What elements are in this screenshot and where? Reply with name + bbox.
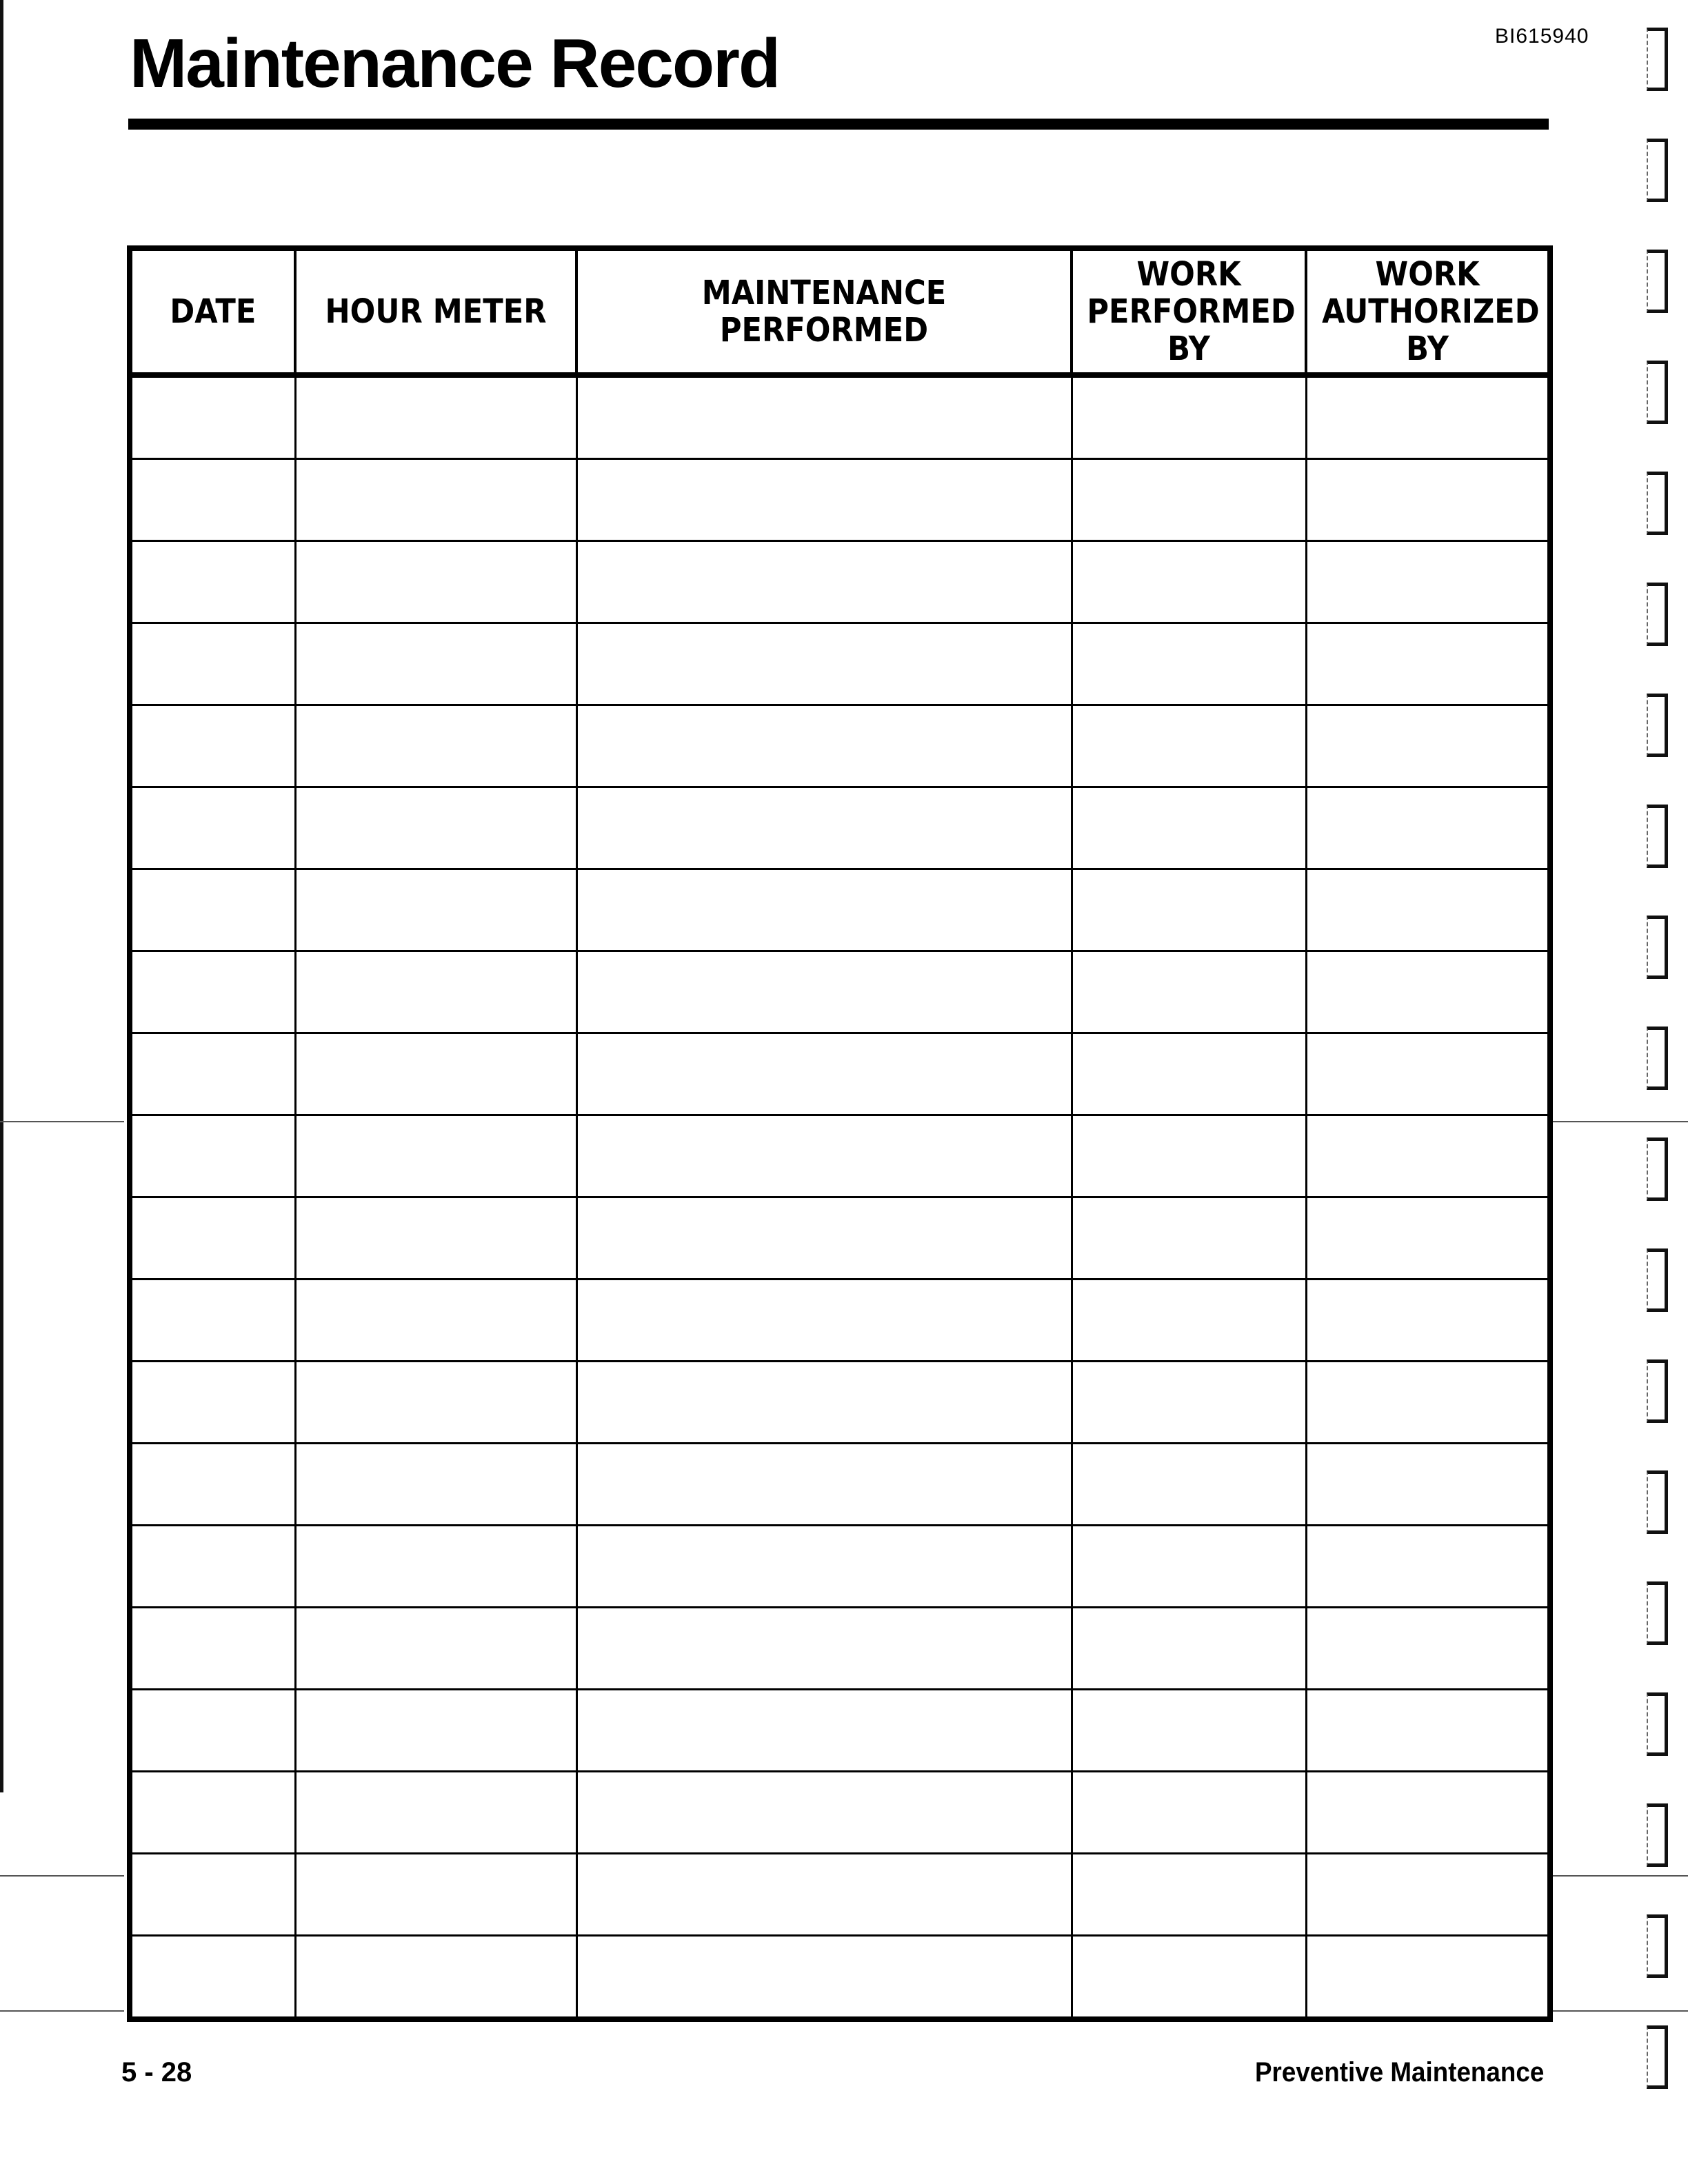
- binder-hole-mark: [1647, 1248, 1668, 1312]
- table-row: [130, 1608, 1550, 1690]
- table-row: [130, 951, 1550, 1033]
- table-row: [130, 705, 1550, 787]
- blank-cell-date[interactable]: [130, 1444, 295, 1526]
- blank-cell-date[interactable]: [130, 1854, 295, 1936]
- binder-hole-mark: [1647, 1470, 1668, 1534]
- binder-hole-mark: [1647, 2025, 1668, 2089]
- blank-cell-hour-meter[interactable]: [295, 1936, 576, 2020]
- binder-hole-mark: [1647, 916, 1668, 979]
- blank-cell-hour-meter[interactable]: [295, 459, 576, 541]
- blank-cell-hour-meter[interactable]: [295, 1690, 576, 1772]
- blank-cell-work-performed-by[interactable]: [1072, 1362, 1306, 1444]
- blank-cell-work-performed-by[interactable]: [1072, 1854, 1306, 1936]
- blank-cell-date[interactable]: [130, 1936, 295, 2020]
- blank-cell-date[interactable]: [130, 1197, 295, 1280]
- blank-cell-maintenance-performed[interactable]: [576, 869, 1072, 951]
- blank-cell-hour-meter[interactable]: [295, 1280, 576, 1362]
- blank-cell-date[interactable]: [130, 1690, 295, 1772]
- table-row: [130, 1444, 1550, 1526]
- binder-hole-mark: [1647, 1581, 1668, 1645]
- scan-left-edge: [0, 0, 3, 1792]
- blank-cell-work-authorized-by[interactable]: [1306, 787, 1550, 869]
- column-header-work-authorized-by: WORK AUTHORIZED BY: [1318, 248, 1538, 375]
- blank-cell-maintenance-performed[interactable]: [576, 1033, 1072, 1115]
- blank-cell-hour-meter[interactable]: [295, 375, 576, 459]
- binder-hole-mark: [1647, 583, 1668, 646]
- binder-hole-mark: [1647, 694, 1668, 757]
- binder-hole-mark: [1647, 472, 1668, 535]
- blank-cell-hour-meter[interactable]: [295, 1115, 576, 1197]
- scan-line: [0, 2010, 124, 2012]
- blank-cell-work-authorized-by[interactable]: [1306, 1608, 1550, 1690]
- section-name: Preventive Maintenance: [1255, 2057, 1545, 2087]
- blank-cell-work-performed-by[interactable]: [1072, 541, 1306, 623]
- title-rule: [128, 119, 1549, 130]
- blank-cell-maintenance-performed[interactable]: [576, 623, 1072, 705]
- blank-cell-hour-meter[interactable]: [295, 1197, 576, 1280]
- blank-cell-date[interactable]: [130, 705, 295, 787]
- blank-cell-date[interactable]: [130, 951, 295, 1033]
- binder-hole-mark: [1647, 28, 1668, 91]
- blank-cell-maintenance-performed[interactable]: [576, 1608, 1072, 1690]
- table-row: [130, 623, 1550, 705]
- blank-cell-work-authorized-by[interactable]: [1306, 623, 1550, 705]
- blank-cell-date[interactable]: [130, 869, 295, 951]
- blank-cell-maintenance-performed[interactable]: [576, 1444, 1072, 1526]
- page-title: Maintenance Record: [130, 25, 780, 102]
- table-row: [130, 1197, 1550, 1280]
- blank-cell-work-performed-by[interactable]: [1072, 375, 1306, 459]
- blank-cell-maintenance-performed[interactable]: [576, 541, 1072, 623]
- blank-cell-maintenance-performed[interactable]: [576, 1690, 1072, 1772]
- maintenance-record-table: [127, 245, 1553, 2022]
- blank-cell-hour-meter[interactable]: [295, 1033, 576, 1115]
- table-row: [130, 1854, 1550, 1936]
- blank-cell-hour-meter[interactable]: [295, 1526, 576, 1608]
- binder-hole-mark: [1647, 1803, 1668, 1867]
- blank-cell-work-authorized-by[interactable]: [1306, 1854, 1550, 1936]
- blank-cell-hour-meter[interactable]: [295, 541, 576, 623]
- blank-cell-work-performed-by[interactable]: [1072, 1033, 1306, 1115]
- blank-cell-date[interactable]: [130, 787, 295, 869]
- table-row: [130, 1362, 1550, 1444]
- blank-cell-date[interactable]: [130, 1608, 295, 1690]
- blank-cell-date[interactable]: [130, 1526, 295, 1608]
- blank-cell-work-authorized-by[interactable]: [1306, 375, 1550, 459]
- blank-cell-date[interactable]: [130, 375, 295, 459]
- blank-cell-work-authorized-by[interactable]: [1306, 1936, 1550, 2020]
- table-row: [130, 459, 1550, 541]
- blank-cell-work-authorized-by[interactable]: [1306, 705, 1550, 787]
- blank-cell-work-authorized-by[interactable]: [1306, 951, 1550, 1033]
- scan-line: [0, 1121, 124, 1122]
- blank-cell-maintenance-performed[interactable]: [576, 1854, 1072, 1936]
- blank-cell-work-authorized-by[interactable]: [1306, 1280, 1550, 1362]
- table-row: [130, 375, 1550, 459]
- blank-cell-work-performed-by[interactable]: [1072, 951, 1306, 1033]
- table-body: [130, 375, 1550, 2019]
- blank-cell-work-authorized-by[interactable]: [1306, 1772, 1550, 1854]
- binder-hole-mark: [1647, 139, 1668, 202]
- blank-cell-maintenance-performed[interactable]: [576, 375, 1072, 459]
- blank-cell-work-authorized-by[interactable]: [1306, 1033, 1550, 1115]
- table-row: [130, 1280, 1550, 1362]
- blank-cell-work-authorized-by[interactable]: [1306, 1115, 1550, 1197]
- blank-cell-work-performed-by[interactable]: [1072, 1772, 1306, 1854]
- blank-cell-work-performed-by[interactable]: [1072, 1280, 1306, 1362]
- blank-cell-hour-meter[interactable]: [295, 787, 576, 869]
- blank-cell-work-performed-by[interactable]: [1072, 705, 1306, 787]
- table-row: [130, 869, 1550, 951]
- blank-cell-maintenance-performed[interactable]: [576, 1197, 1072, 1280]
- table-row: [130, 1526, 1550, 1608]
- table-row: [130, 1936, 1550, 2020]
- blank-cell-hour-meter[interactable]: [295, 1854, 576, 1936]
- blank-cell-maintenance-performed[interactable]: [576, 1280, 1072, 1362]
- blank-cell-hour-meter[interactable]: [295, 1608, 576, 1690]
- blank-cell-date[interactable]: [130, 541, 295, 623]
- blank-cell-work-authorized-by[interactable]: [1306, 541, 1550, 623]
- blank-cell-maintenance-performed[interactable]: [576, 787, 1072, 869]
- binder-hole-mark: [1647, 1359, 1668, 1423]
- table-row: [130, 1115, 1550, 1197]
- blank-cell-maintenance-performed[interactable]: [576, 951, 1072, 1033]
- blank-cell-work-authorized-by[interactable]: [1306, 1526, 1550, 1608]
- blank-cell-date[interactable]: [130, 1033, 295, 1115]
- binder-hole-mark: [1647, 250, 1668, 313]
- blank-cell-work-performed-by[interactable]: [1072, 1526, 1306, 1608]
- blank-cell-work-performed-by[interactable]: [1072, 869, 1306, 951]
- binder-hole-mark: [1647, 1027, 1668, 1090]
- blank-cell-hour-meter[interactable]: [295, 869, 576, 951]
- blank-cell-maintenance-performed[interactable]: [576, 705, 1072, 787]
- blank-cell-work-performed-by[interactable]: [1072, 1608, 1306, 1690]
- table-row: [130, 541, 1550, 623]
- column-header-date: DATE: [138, 248, 287, 375]
- blank-cell-maintenance-performed[interactable]: [576, 1115, 1072, 1197]
- blank-cell-work-performed-by[interactable]: [1072, 787, 1306, 869]
- blank-cell-hour-meter[interactable]: [295, 623, 576, 705]
- page-number: 5 - 28: [121, 2057, 192, 2087]
- table-header-row: [130, 248, 1550, 375]
- blank-cell-work-performed-by[interactable]: [1072, 459, 1306, 541]
- blank-cell-work-performed-by[interactable]: [1072, 623, 1306, 705]
- blank-cell-hour-meter[interactable]: [295, 1772, 576, 1854]
- blank-cell-hour-meter[interactable]: [295, 1362, 576, 1444]
- table-row: [130, 787, 1550, 869]
- blank-cell-maintenance-performed[interactable]: [576, 1936, 1072, 2020]
- blank-cell-work-authorized-by[interactable]: [1306, 1690, 1550, 1772]
- blank-cell-work-performed-by[interactable]: [1072, 1197, 1306, 1280]
- blank-cell-hour-meter[interactable]: [295, 951, 576, 1033]
- blank-cell-work-performed-by[interactable]: [1072, 1936, 1306, 2020]
- blank-cell-maintenance-performed[interactable]: [576, 1362, 1072, 1444]
- blank-cell-maintenance-performed[interactable]: [576, 1526, 1072, 1608]
- binder-hole-mark: [1647, 805, 1668, 868]
- blank-cell-date[interactable]: [130, 623, 295, 705]
- document-id: BI615940: [1495, 25, 1589, 48]
- binder-holes: [1647, 28, 1674, 2123]
- table-row: [130, 1772, 1550, 1854]
- binder-hole-mark: [1647, 1138, 1668, 1201]
- blank-cell-date[interactable]: [130, 1280, 295, 1362]
- blank-cell-work-performed-by[interactable]: [1072, 1444, 1306, 1526]
- blank-cell-work-authorized-by[interactable]: [1306, 459, 1550, 541]
- blank-cell-work-authorized-by[interactable]: [1306, 1444, 1550, 1526]
- binder-hole-mark: [1647, 1914, 1668, 1978]
- blank-cell-date[interactable]: [130, 1772, 295, 1854]
- column-header-work-performed-by: WORK PERFORMED BY: [1083, 248, 1294, 375]
- blank-cell-date[interactable]: [130, 1115, 295, 1197]
- scan-line: [0, 1875, 124, 1877]
- blank-cell-maintenance-performed[interactable]: [576, 1772, 1072, 1854]
- blank-cell-work-authorized-by[interactable]: [1306, 869, 1550, 951]
- blank-cell-work-performed-by[interactable]: [1072, 1690, 1306, 1772]
- blank-cell-work-authorized-by[interactable]: [1306, 1362, 1550, 1444]
- blank-cell-work-performed-by[interactable]: [1072, 1115, 1306, 1197]
- blank-cell-date[interactable]: [130, 459, 295, 541]
- binder-hole-mark: [1647, 361, 1668, 424]
- blank-cell-work-authorized-by[interactable]: [1306, 1197, 1550, 1280]
- blank-cell-maintenance-performed[interactable]: [576, 459, 1072, 541]
- column-header-maintenance-performed: MAINTENANCE PERFORMED: [601, 248, 1047, 375]
- blank-cell-hour-meter[interactable]: [295, 1444, 576, 1526]
- blank-cell-hour-meter[interactable]: [295, 705, 576, 787]
- column-header-hour-meter: HOUR METER: [309, 248, 562, 375]
- binder-hole-mark: [1647, 1692, 1668, 1756]
- blank-cell-date[interactable]: [130, 1362, 295, 1444]
- table-row: [130, 1033, 1550, 1115]
- table-row: [130, 1690, 1550, 1772]
